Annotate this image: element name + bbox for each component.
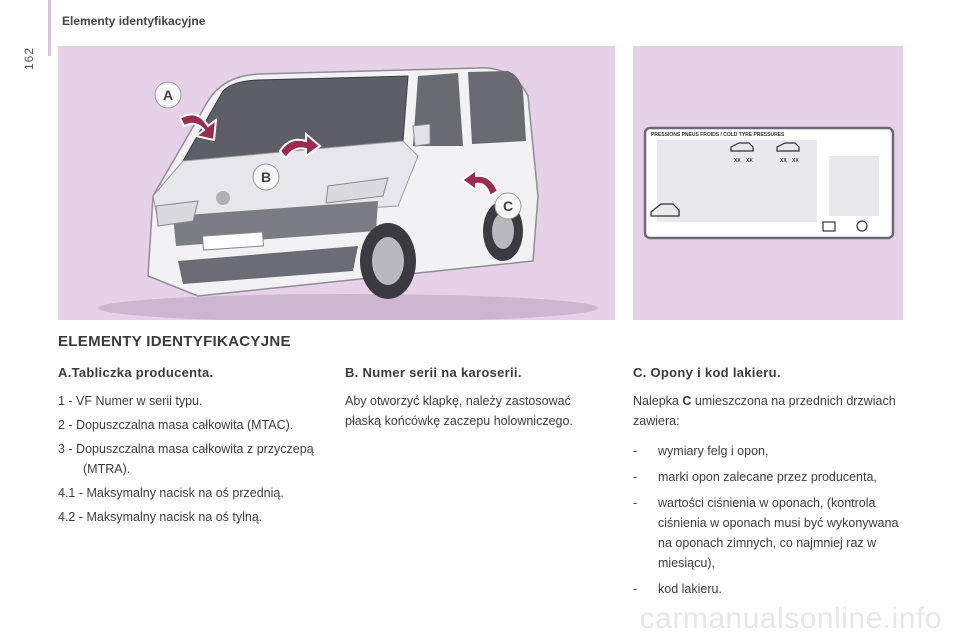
callout-a: A	[162, 87, 174, 103]
heading-a: A.Tabliczka producenta.	[58, 365, 214, 380]
bullet-4: - kod lakieru.	[633, 582, 722, 596]
pressure-rear-2: XX	[792, 158, 799, 164]
running-head: Elementy identyfikacyjne	[62, 14, 206, 28]
item-3: 3 - Dopuszczalna masa całkowita z przyczepą (MTRA).	[58, 442, 314, 476]
item-2: 2 - Dopuszczalna masa całkowita (MTAC).	[58, 418, 294, 432]
bullet-3: - wartości ciśnienia w oponach, (kontrola ciśnienia w oponach musi być wykonywana na oponach zimnych, co najmniej raz w miesiącu),	[633, 496, 899, 570]
column-a	[58, 363, 328, 531]
callout-c: C	[502, 198, 514, 214]
heading-c: C. Opony i kod lakieru.	[633, 365, 781, 380]
pressure-rear-1: XX	[780, 158, 787, 164]
tyre-label-drawing	[633, 46, 903, 320]
car-illustration	[58, 46, 615, 320]
callout-b: B	[260, 169, 272, 185]
bullet-1: - wymiary felg i opon,	[633, 444, 769, 458]
bullet-2: - marki opon zalecane przez producenta,	[633, 470, 877, 484]
item-4-2: 4.2 - Maksymalny nacisk na oś tylną.	[58, 510, 263, 524]
intro-c	[633, 391, 908, 431]
pressure-front-2: XX	[746, 158, 753, 164]
watermark: carmanualsonline.info	[639, 602, 942, 635]
column-c	[633, 363, 908, 605]
intro-bold: C	[682, 394, 692, 408]
van-drawing	[58, 46, 615, 320]
item-4-1: 4.1 - Maksymalny nacisk na oś przednią.	[58, 486, 284, 500]
item-1: 1 - VF Numer w serii typu.	[58, 394, 203, 408]
tyre-label-illustration	[633, 46, 903, 320]
page-number: 162	[22, 46, 36, 70]
pressure-front-1: XX	[734, 158, 741, 164]
intro-suffix: umieszczona na przednich drzwiach zawiera:	[633, 394, 896, 428]
heading-b: B. Numer serii na karoserii.	[345, 365, 522, 380]
margin-bar	[48, 0, 51, 56]
intro-prefix: Nalepka	[633, 394, 683, 408]
section-title: ELEMENTY IDENTYFIKACYJNE	[58, 333, 291, 350]
body-b: Aby otworzyć klapkę, należy zastosować płaską końcówkę zaczepu holowniczego.	[345, 394, 573, 428]
column-b	[345, 363, 610, 435]
label-header: PRESSIONS PNEUS FROIDS / COLD TYRE PRESSURES	[651, 132, 785, 138]
